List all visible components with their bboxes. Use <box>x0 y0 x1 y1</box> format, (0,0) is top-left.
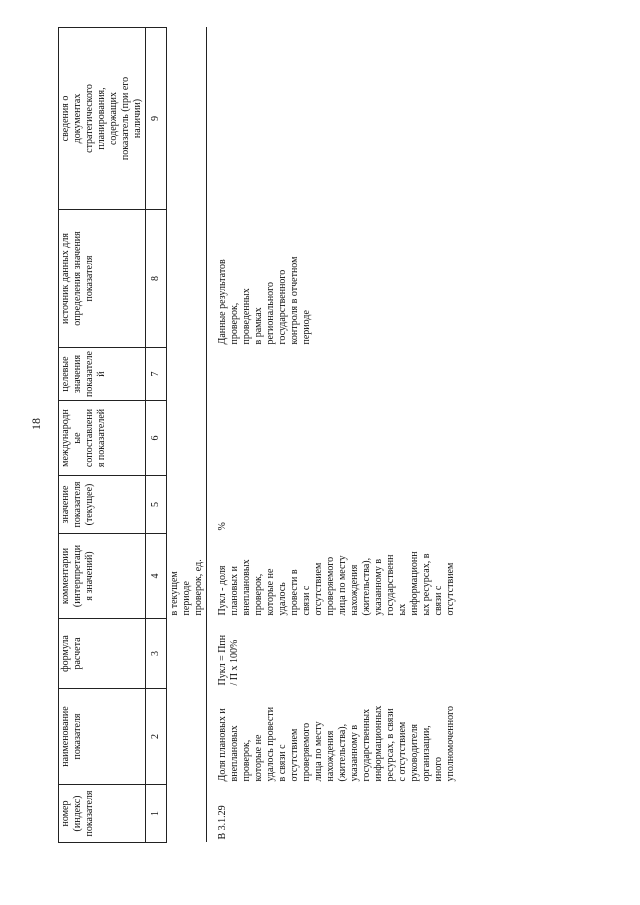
col-num-4: 4 <box>146 534 167 619</box>
text-line: значения <box>72 354 83 394</box>
header-target <box>59 348 146 401</box>
col-num-3: 3 <box>146 619 167 689</box>
text-line: лица по месту <box>313 721 324 782</box>
col-num-6: 6 <box>146 401 167 476</box>
header-row <box>59 28 146 843</box>
text-line: государственного <box>277 269 288 345</box>
indicator-table-rotated <box>58 28 456 843</box>
column-number-row <box>146 28 167 843</box>
text-line: информационн <box>409 551 420 616</box>
text-line: удалось <box>277 582 288 616</box>
col-num-9: 9 <box>146 28 167 210</box>
text-line: я значений) <box>84 551 95 601</box>
text-line: значение <box>60 485 71 524</box>
text-line: сведения о <box>60 95 71 142</box>
text-line: ых ресурсах, в <box>421 553 432 616</box>
header-name <box>59 689 146 785</box>
row-formula <box>207 619 459 689</box>
header-international <box>59 401 146 476</box>
text-line: в рамках <box>253 307 264 345</box>
text-line: нахождения <box>325 730 336 782</box>
text-line: ых <box>397 603 408 616</box>
text-line: проверок, <box>253 573 264 616</box>
text-line: (текущее) <box>84 483 95 526</box>
text-line: содержащих <box>108 91 119 146</box>
text-line: (интерпретаци <box>72 544 83 608</box>
text-line: сопоставлени <box>84 408 95 468</box>
text-line: (жительства), <box>361 557 372 616</box>
text-line: формула <box>60 635 71 672</box>
text-line: определения значения <box>72 231 83 326</box>
text-line: внеплановых <box>229 725 240 782</box>
text-line: в связи с <box>277 744 288 782</box>
text-line: руководителя <box>409 724 420 782</box>
text-line: связи с <box>433 585 444 616</box>
text-line: проведенных <box>241 288 252 345</box>
text-line: наличии) <box>132 98 143 139</box>
row-unit: % <box>207 476 459 534</box>
page-number: 18 <box>29 418 43 430</box>
text-line: организации, <box>421 725 432 782</box>
text-line: номер <box>60 800 71 827</box>
text-line: которые не <box>253 734 264 782</box>
text-line: иного <box>433 756 444 782</box>
text-line: указанному в <box>349 724 360 782</box>
table-row <box>207 28 459 843</box>
text-line: й <box>96 371 107 377</box>
text-line: международн <box>60 409 71 467</box>
header-comments <box>59 534 146 619</box>
text-line: (жительства), <box>337 723 348 782</box>
text-line: внеплановых <box>241 559 252 616</box>
text-line: комментарии <box>60 547 71 605</box>
carryover-row <box>167 28 207 843</box>
text-line: удалось провести <box>265 706 276 782</box>
text-line: проверяемого <box>325 556 336 616</box>
text-line: нахождения <box>349 564 360 616</box>
text-line: связи с <box>301 585 312 616</box>
text-line: показатель (при его <box>120 76 131 161</box>
text-line: информационных <box>373 705 384 782</box>
row-source <box>207 210 459 348</box>
text-line: / П х 100% <box>229 639 240 686</box>
text-line: документах <box>72 93 83 144</box>
row-name <box>207 689 459 785</box>
text-line: которые не <box>265 568 276 616</box>
text-line: Доля плановых и <box>217 708 228 782</box>
text-line: источник данных для <box>60 233 71 324</box>
text-line: Пукл - доля <box>217 565 228 616</box>
text-line: ресурсах, в связи <box>385 708 396 782</box>
text-line: лица по месту <box>337 555 348 616</box>
text-line: показателе <box>84 351 95 397</box>
text-line: (индекс) <box>72 795 83 832</box>
header-documents <box>59 28 146 210</box>
header-index <box>59 785 146 843</box>
text-line: плановых и <box>229 566 240 616</box>
text-line: контроля в отчетном <box>289 256 300 345</box>
text-line: я показателей <box>96 408 107 468</box>
text-line: периоде <box>181 581 192 616</box>
text-line: проверок, <box>241 739 252 782</box>
text-line: указанному в <box>373 558 384 616</box>
header-current-value <box>59 476 146 534</box>
indicator-table <box>58 27 458 843</box>
text-line: Данные результатов <box>217 259 228 345</box>
text-line: Пукл = Ппн <box>217 634 228 686</box>
col-num-1: 1 <box>146 785 167 843</box>
text-line: отсутствием <box>313 562 324 616</box>
text-line: наименование <box>60 706 71 767</box>
text-line: показателя <box>84 790 95 837</box>
text-line: с отсутствием <box>397 721 408 782</box>
text-line: показателя <box>84 255 95 302</box>
col-num-2: 2 <box>146 689 167 785</box>
header-formula <box>59 619 146 689</box>
text-line: стратегического <box>84 84 95 153</box>
text-line: показателя <box>72 713 83 760</box>
text-line: показателя <box>72 481 83 528</box>
text-line: расчета <box>72 637 83 670</box>
header-source <box>59 210 146 348</box>
text-line: отсутствием <box>289 728 300 782</box>
text-line: периоде <box>301 310 312 345</box>
text-line: проверяемого <box>301 722 312 782</box>
text-line: планирования, <box>96 87 107 150</box>
text-line: провести в <box>289 569 300 616</box>
text-line: уполномоченного <box>445 706 456 782</box>
text-line: отсутствием <box>445 562 456 616</box>
text-line: ые <box>72 432 83 444</box>
text-line: целевые <box>60 356 71 392</box>
row-index: В 3.1.29 <box>207 785 459 843</box>
text-line: проверок, <box>229 302 240 345</box>
text-line: государственн <box>385 554 396 616</box>
text-line: в текущем <box>169 571 180 616</box>
text-line: проверок, ед. <box>193 559 204 616</box>
col-num-8: 8 <box>146 210 167 348</box>
row-comment <box>207 534 459 619</box>
text-line: государственных <box>361 708 372 782</box>
carryover-comment <box>167 534 207 619</box>
text-line: регионального <box>265 281 276 345</box>
col-num-5: 5 <box>146 476 167 534</box>
col-num-7: 7 <box>146 348 167 401</box>
